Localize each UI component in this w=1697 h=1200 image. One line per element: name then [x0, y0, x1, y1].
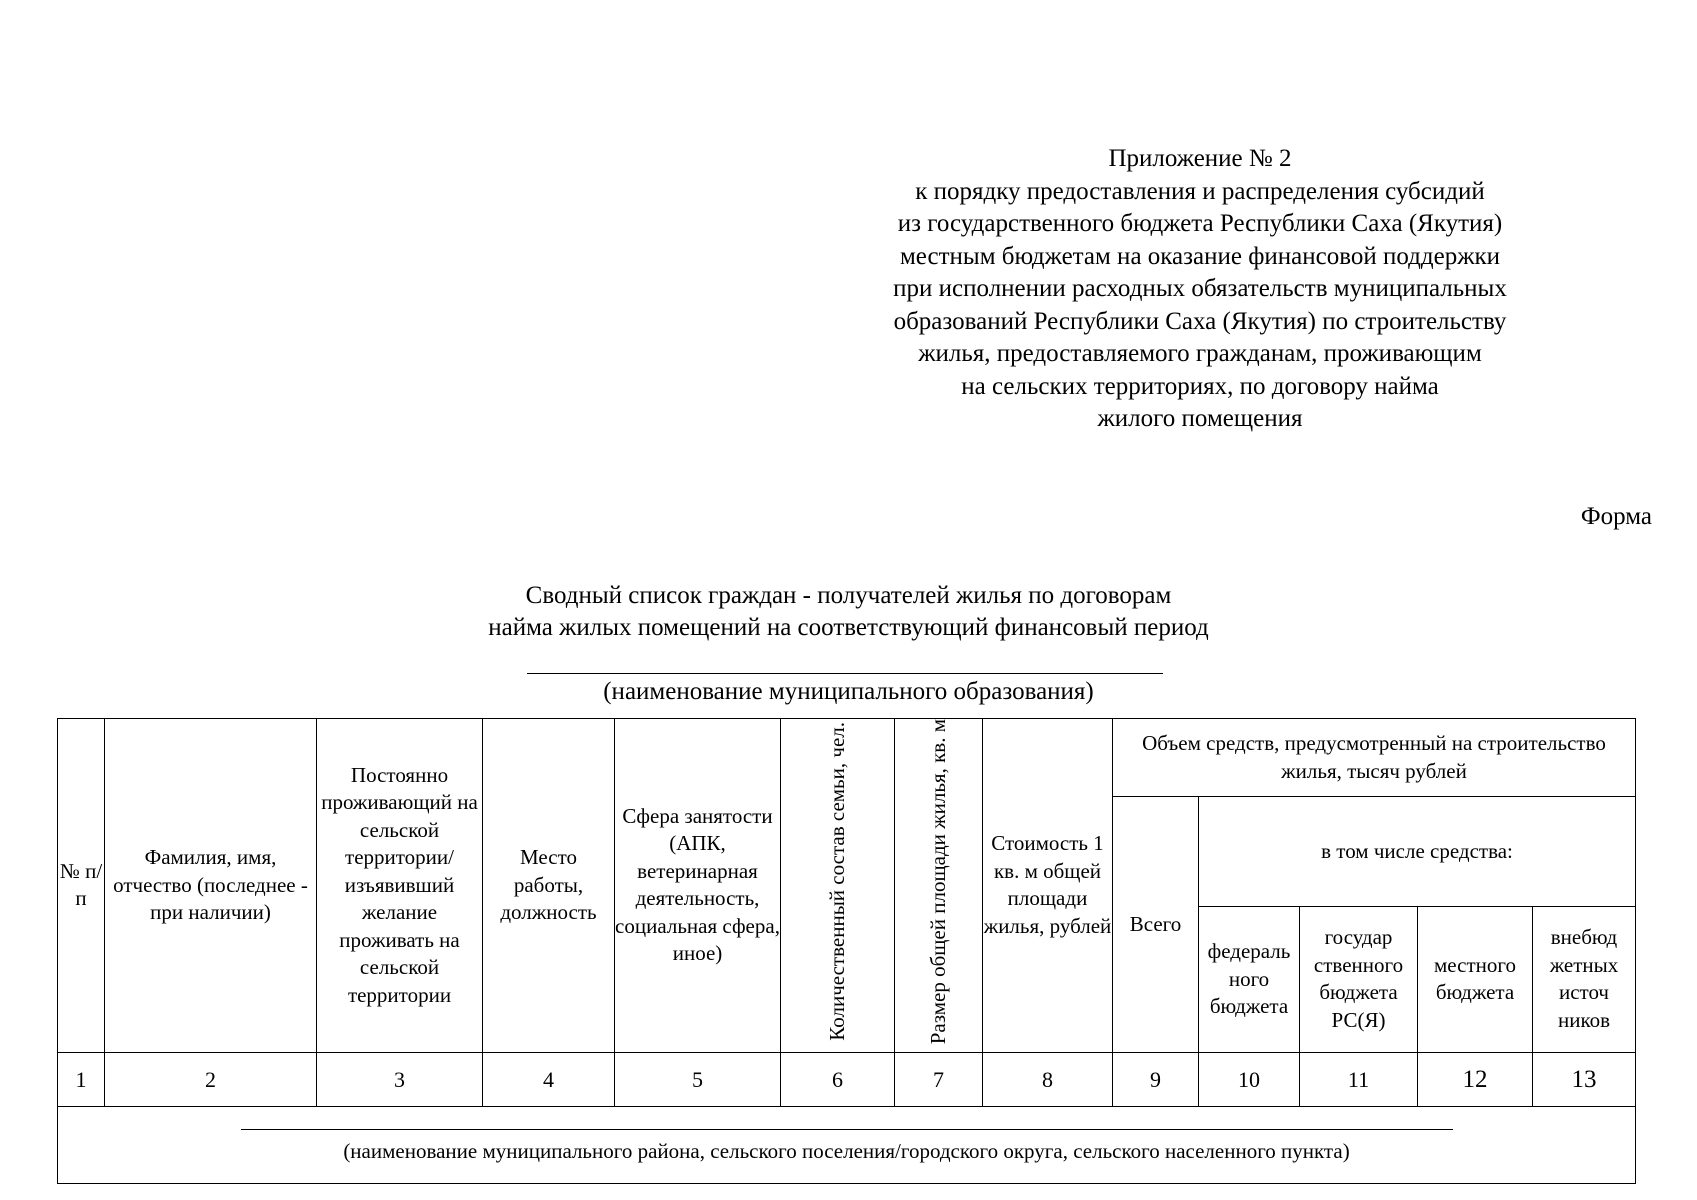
appendix-line: жилья, предоставляемого гражданам, проживающим	[918, 340, 1482, 367]
appendix-block	[830, 143, 1570, 436]
header-number: № п/п	[58, 719, 105, 1053]
appendix-line: образований Республики Саха (Якутия) по строительству	[893, 307, 1507, 335]
column-number: 7	[895, 1052, 983, 1106]
header-federal-budget: федераль ного бюджета	[1199, 906, 1300, 1052]
header-including: в том числе средства:	[1199, 797, 1636, 907]
title-line-1: Сводный список граждан - получателей жилья по договорам	[525, 582, 1172, 609]
appendix-line: Приложение № 2	[1108, 145, 1292, 172]
column-number: 12	[1418, 1052, 1533, 1106]
title-line-2: найма жилых помещений на соответствующий финансовый период	[488, 614, 1209, 641]
appendix-line: местным бюджетам на оказание финансовой поддержки	[899, 242, 1501, 270]
header-cost-per-sqm: Стоимость 1 кв. м общей площади жилья, рублей	[983, 719, 1113, 1053]
appendix-line: жилого помещения	[1097, 405, 1303, 432]
column-number: 2	[105, 1052, 317, 1106]
section-row	[58, 1106, 1636, 1183]
municipality-fill-line	[527, 673, 1163, 674]
column-number: 8	[983, 1052, 1113, 1106]
column-number: 6	[781, 1052, 895, 1106]
header-total: Всего	[1113, 797, 1199, 1053]
section-fill-line	[241, 1129, 1453, 1130]
section-cell	[58, 1106, 1636, 1183]
column-numbers-row	[58, 1052, 1636, 1106]
column-number: 10	[1199, 1052, 1300, 1106]
appendix-line: из государственного бюджета Республики Саха (Якутия)	[897, 210, 1503, 237]
header-extrabudgetary: внебюд жетных источ ников	[1533, 906, 1636, 1052]
appendix-line: на сельских территориях, по договору найма	[961, 372, 1439, 400]
municipality-caption: (наименование муниципального образования)	[603, 678, 1094, 705]
column-number: 5	[615, 1052, 781, 1106]
column-number: 1	[58, 1052, 105, 1106]
appendix-line: при исполнении расходных обязательств муниципальных	[893, 275, 1507, 302]
appendix-line: к порядку предоставления и распределения субсидий	[915, 177, 1485, 205]
header-local-budget: местного бюджета	[1418, 906, 1533, 1052]
header-family-size	[781, 719, 895, 1053]
header-residence: Постоянно проживающий на сельской территории/ изъявивший желание проживать на сельской территории	[317, 719, 483, 1053]
section-caption: (наименование муниципального района, сельского поселения/городского округа, сельского населенного пункта)	[343, 1138, 1350, 1163]
column-number: 11	[1300, 1052, 1418, 1106]
column-number: 3	[317, 1052, 483, 1106]
column-number: 9	[1113, 1052, 1199, 1106]
header-workplace: Место работы, должность	[483, 719, 615, 1053]
column-number: 4	[483, 1052, 615, 1106]
document-title	[0, 580, 1697, 644]
header-employment-sphere: Сфера занятости (АПК, ветеринарная деятельность, социальная сфера, иное)	[615, 719, 781, 1053]
header-funds-group: Объем средств, предусмотренный на строительство жилья, тысяч рублей	[1113, 719, 1636, 797]
form-label: Форма	[1580, 503, 1652, 530]
citizens-table	[57, 718, 1636, 1184]
header-living-area	[895, 719, 983, 1053]
header-state-budget: государ ственного бюджета РС(Я)	[1300, 906, 1418, 1052]
header-living-area-text: Размер общей площади жилья, кв. м	[925, 719, 950, 1045]
header-full-name: Фамилия, имя, отчество (последнее - при наличии)	[105, 719, 317, 1053]
header-family-size-text: Количественный состав семьи, чел.	[824, 722, 849, 1041]
column-number: 13	[1533, 1052, 1636, 1106]
